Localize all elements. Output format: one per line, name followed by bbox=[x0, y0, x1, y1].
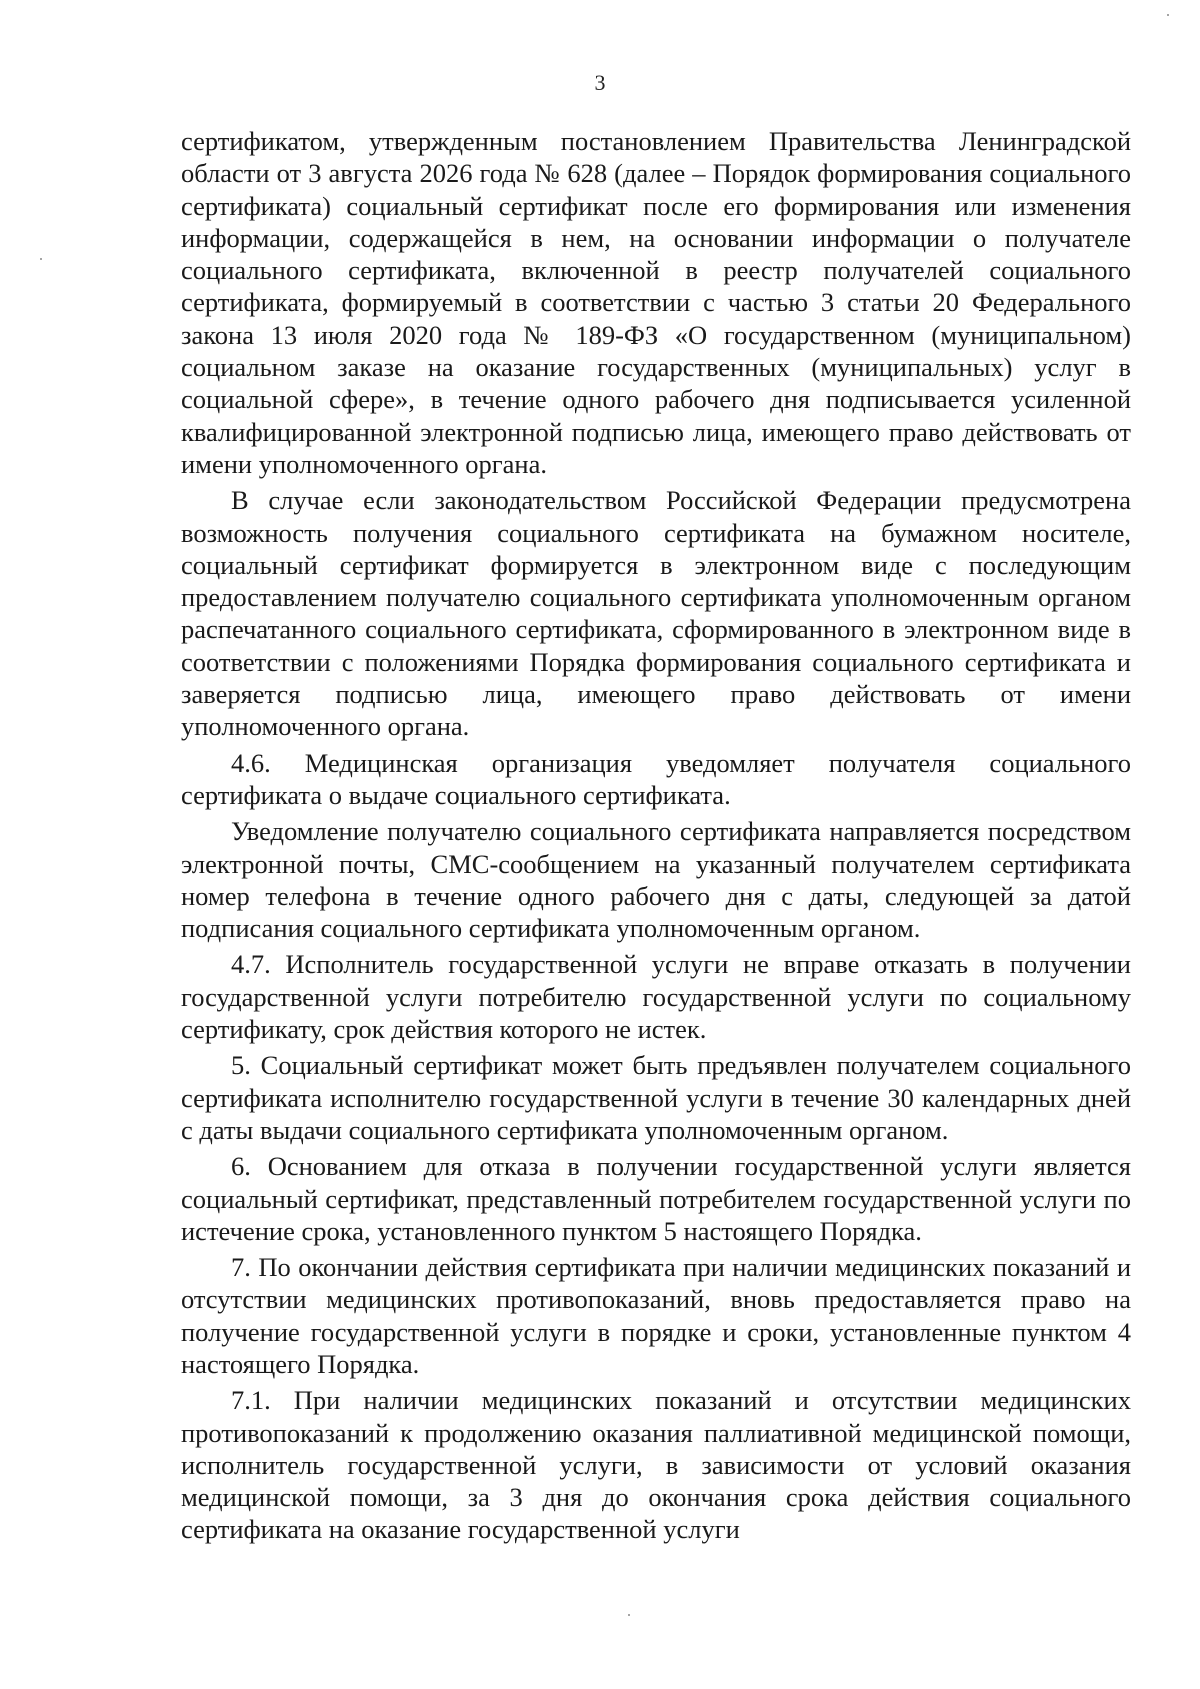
paragraph-7-1: 7.1. При наличии медицинских показаний и отсутствии медицинских противопоказаний к продолжению оказания паллиативной медицинской помощи, исполнитель государственной услуги, в зависимости от условий оказания медицинской помощи, за 3 дня до окончания срока действия социального сертификата на оказание государственной услуги bbox=[181, 1385, 1131, 1545]
paragraph-4-7: 4.7. Исполнитель государственной услуги не вправе отказать в получении государственной услуги потребителю государственной услуги по социальному сертификату, срок действия которого не истек. bbox=[181, 949, 1131, 1045]
scan-speck bbox=[1167, 14, 1169, 16]
scan-speck bbox=[40, 258, 42, 260]
paragraph-notification: Уведомление получателю социального сертификата направляется посредством электронной почты, СМС-сообщением на указанный получателем сертификата номер телефона в течение одного рабочего дня с даты, следующей за датой подписания социального сертификата уполномоченным органом. bbox=[181, 816, 1131, 944]
document-body bbox=[181, 125, 1131, 1546]
scan-speck bbox=[628, 1614, 630, 1616]
paragraph-5: 5. Социальный сертификат может быть предъявлен получателем социального сертификата исполнителю государственной услуги в течение 30 календарных дней с даты выдачи социального сертификата уполномоченным органом. bbox=[181, 1050, 1131, 1145]
paragraph-continuation: сертификатом, утвержденным постановлением Правительства Ленинградской области от 3 августа 2026 года № 628 (далее – Порядок формирования социального сертификата) социальный сертификат после его формирования или изменения информации, содержащейся в нем, на основании информации о получателе социального сертификата, включенной в реестр получателей социального сертификата, формируемый в соответствии с частью 3 статьи 20 Федерального закона 13 июля 2020 года № 189-ФЗ «О государственном (муниципальном) социальном заказе на оказание государственных (муниципальных) услуг в социальной сфере», в течение одного рабочего дня подписывается усиленной квалифицированной электронной подписью лица, имеющего право действовать от имени уполномоченного органа. bbox=[181, 126, 1131, 479]
page-number: 3 bbox=[594, 70, 606, 95]
paragraph-paper-certificate: В случае если законодательством Российской Федерации предусмотрена возможность получения социального сертификата на бумажном носителе, социальный сертификат формируется в электронном виде с последующим предоставлением получателю социального сертификата уполномоченным органом распечатанного социального сертификата, сформированного в электронном виде в соответствии с положениями Порядка формирования социального сертификата и заверяется подписью лица, имеющего право действовать от имени уполномоченного органа. bbox=[181, 485, 1131, 742]
paragraph-4-6: 4.6. Медицинская организация уведомляет получателя социального сертификата о выдаче социального сертификата. bbox=[181, 747, 1131, 810]
paragraph-6: 6. Основанием для отказа в получении государственной услуги является социальный сертификат, представленный потребителем государственной услуги по истечение срока, установленного пунктом 5 настоящего Порядка. bbox=[181, 1151, 1131, 1246]
paragraph-7: 7. По окончании действия сертификата при наличии медицинских показаний и отсутствии медицинских противопоказаний, вновь предоставляется право на получение государственной услуги в порядке и сроки, установленные пунктом 4 настоящего Порядка. bbox=[181, 1252, 1131, 1379]
